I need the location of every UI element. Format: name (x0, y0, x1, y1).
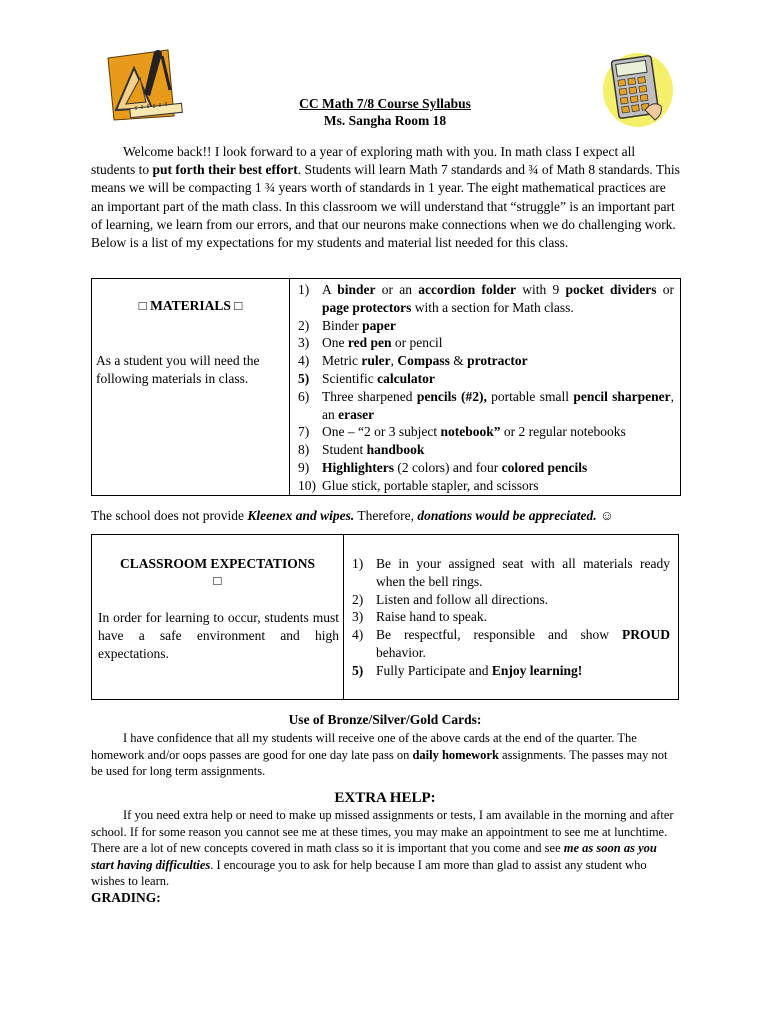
expectations-heading: CLASSROOM EXPECTATIONS (120, 556, 315, 571)
expectations-heading-symbol: □ (213, 573, 222, 588)
material-item-text: accordion folder (418, 282, 516, 297)
material-item-text: binder (337, 282, 376, 297)
expectation-item (352, 591, 670, 609)
materials-description: As a student you will need the following materials in class. (96, 353, 260, 386)
expectations-table (91, 534, 679, 700)
material-item (298, 370, 674, 388)
material-item-text: Metric (322, 353, 362, 369)
extra-help-text: If you need extra help or need to make up missed assignments or tests, I am available in the morning and after school. If for some reason you cannot see me at these times, you may make an appointment to see me at lunchtime. There are a lot of new concepts covered in math class so it is important that you come and see (91, 808, 674, 855)
expectations-right-cell (344, 535, 678, 699)
donations-text: The school does not provide (91, 508, 248, 523)
donations-line (91, 507, 711, 525)
material-item-text: One – “2 or 3 subject (322, 424, 441, 440)
material-item-number: 10) (298, 477, 316, 493)
expectation-item-number: 2) (352, 591, 364, 607)
extra-help-heading: EXTRA HELP: (334, 790, 436, 806)
material-item-text: or (656, 282, 674, 297)
material-item-text: red pen (347, 335, 392, 351)
material-item-text: pencils (#2), (416, 388, 487, 404)
material-item-text: with a section for Math class. (411, 299, 574, 315)
expectation-item-text: behavior. (376, 644, 426, 660)
material-item-text: Student (322, 442, 367, 458)
material-item-number: 9) (298, 459, 310, 475)
material-item-text: Binder (322, 317, 363, 333)
material-item-text: Scientific (322, 370, 378, 386)
material-item (298, 423, 674, 441)
extra-help-emphasis: me as soon as you start having difficulties (91, 841, 657, 872)
material-item (298, 477, 674, 495)
material-item-text: One (322, 335, 348, 351)
material-item (298, 281, 674, 317)
material-item-text: portable small (486, 388, 574, 404)
material-item-text: Highlighters (322, 459, 395, 475)
material-item-text: or pencil (391, 335, 443, 351)
grading-heading: GRADING: (91, 890, 161, 905)
material-item-number: 4) (298, 353, 310, 369)
expectation-item (352, 608, 670, 626)
material-item-text: A (322, 282, 338, 297)
material-item-number: 1) (298, 282, 310, 297)
material-item-text: Glue stick, portable stapler, and scissors (322, 477, 539, 493)
material-item-text: ruler (361, 353, 391, 369)
expectation-item-text: Listen and follow all directions. (376, 591, 549, 607)
intro-paragraph (91, 143, 681, 252)
expectations-description: In order for learning to occur, students must have a safe environment and high expectations. (98, 610, 339, 661)
donations-text-2: Therefore, (354, 508, 418, 523)
expectation-item-text: Raise hand to speak. (376, 609, 487, 625)
material-item (298, 441, 674, 459)
material-item-number: 8) (298, 442, 310, 458)
intro-text: Welcome back!! I look forward to a year of exploring math with you. In math class I expect all students to (91, 144, 636, 178)
materials-left-cell (92, 279, 290, 495)
materials-list (290, 279, 680, 495)
expectations-list (344, 535, 678, 680)
material-item (298, 459, 674, 477)
expectation-item-text: Enjoy learning! (491, 662, 583, 678)
material-item-text: calculator (377, 370, 435, 386)
material-item-text: with 9 (515, 282, 566, 297)
donations-appreciated: donations would be appreciated. (417, 508, 597, 523)
cards-text: I have confidence that all my students will receive one of the above cards at the end of the quarter. The homework and/or oops passes are good for one day late pass on (91, 731, 637, 762)
expectation-item-number: 1) (352, 556, 364, 571)
course-title: CC Math 7/8 Course Syllabus (299, 96, 471, 111)
material-item-text: protractor (467, 353, 528, 369)
expectation-item (352, 555, 670, 591)
expectation-item (352, 662, 670, 680)
materials-heading: □ MATERIALS □ (138, 298, 243, 313)
material-item-text: notebook” (440, 424, 501, 440)
cards-paragraph (91, 730, 681, 780)
expectation-item-text: PROUD (622, 627, 670, 643)
intro-emphasis: put forth their best effort (152, 162, 298, 178)
material-item-text: & (449, 353, 468, 369)
material-item-text: Three sharpened (322, 388, 417, 404)
donations-items: Kleenex and wipes. (247, 508, 355, 523)
material-item (298, 334, 674, 352)
cards-daily-homework: daily homework (412, 747, 499, 762)
teacher-room: Ms. Sangha Room 18 (323, 113, 447, 128)
material-item-text: or 2 regular notebooks (500, 424, 626, 440)
materials-right-cell (290, 279, 680, 495)
material-item-text: (2 colors) and four (394, 459, 502, 475)
material-item-text: , an (322, 388, 675, 422)
material-item (298, 388, 674, 424)
material-item-number: 6) (298, 388, 310, 404)
material-item-text: or an (375, 282, 419, 297)
material-item-number: 7) (298, 424, 310, 440)
material-item-text: eraser (338, 406, 375, 422)
material-item-number: 2) (298, 317, 310, 333)
extra-help-text-2: . I encourage you to ask for help because I am more than glad to assist any student who wishes to learn. (91, 857, 647, 888)
smiley-icon: ☺ (596, 508, 614, 523)
material-item-text: colored pencils (501, 459, 588, 475)
expectations-left-cell (92, 535, 344, 699)
material-item (298, 352, 674, 370)
expectation-item-number: 3) (352, 609, 364, 625)
expectation-item-text: Fully Participate and (376, 662, 492, 678)
expectation-item-text: Be respectful, responsible and show (376, 627, 622, 643)
cards-text-2: assignments. The passes may not be used for long term assignments. (91, 747, 668, 778)
extra-help-paragraph (91, 807, 681, 890)
material-item-text: pocket dividers (565, 282, 657, 297)
expectation-item-number: 5) (352, 662, 364, 678)
material-item-number: 3) (298, 335, 310, 351)
expectation-item (352, 626, 670, 662)
material-item-text: Compass (397, 353, 450, 369)
document-title (0, 95, 770, 129)
material-item-number: 5) (298, 370, 310, 386)
material-item-text: , (390, 353, 398, 369)
cards-heading: Use of Bronze/Silver/Gold Cards: (288, 712, 482, 727)
materials-table (91, 278, 681, 496)
intro-text-continued: . Students will learn Math 7 standards and ¾ of Math 8 standards. This means we will be compacting 1 ¾ years worth of standards in 1 year. The eight mathematical practices are an important part of the math class. In this classroom we will understand that “struggle” is an important part of learning, we learn from our errors, and that our neurons make connections when we do challenging work. Below is a list of my expectations for my students and material list needed for this class. (91, 162, 680, 251)
expectation-item-number: 4) (352, 627, 364, 643)
material-item-text: paper (362, 317, 396, 333)
material-item-text: handbook (366, 442, 425, 458)
expectation-item-text: Be in your assigned seat with all materials ready when the bell rings. (376, 556, 670, 589)
material-item-text: page protectors (322, 299, 412, 315)
material-item-text: pencil sharpener (573, 388, 671, 404)
material-item (298, 317, 674, 335)
